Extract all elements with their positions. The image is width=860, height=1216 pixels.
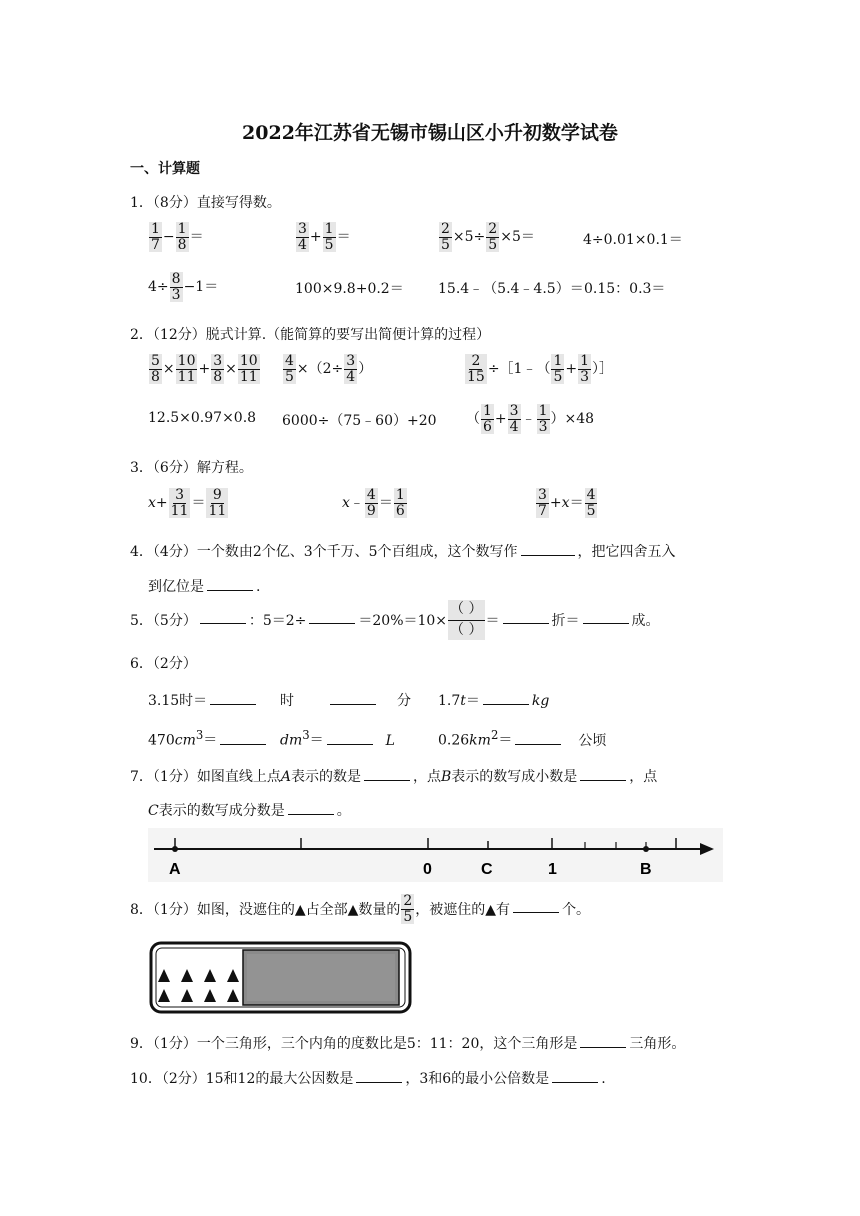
fraction: $\frac{1}{5}$ bbox=[324, 221, 334, 253]
section-heading: 一、计算题 bbox=[130, 161, 200, 177]
q1-item-b: $\frac{3}{4}$ + $\frac{1}{5}$ ＝ bbox=[298, 221, 351, 253]
answer-blank[interactable] bbox=[521, 543, 575, 556]
question-6-heading: 6．（2分） bbox=[130, 656, 197, 672]
q3-equation-a: x+ $\frac{3}{11}$ ＝ $\frac{9}{11}$ bbox=[148, 487, 227, 519]
label-one: 1 bbox=[548, 861, 557, 878]
q1-item-h: 0.15：0.3＝ bbox=[584, 281, 666, 297]
q1-item-c: $\frac{2}{5}$ ×5÷ $\frac{2}{5}$ ×5＝ bbox=[441, 221, 535, 253]
question-4-line-1: 4．（4分）一个数由2个亿、3个千万、5个百组成，这个数写作 ，把它四舍五入 bbox=[130, 544, 676, 560]
question-1-heading: 1．（8分）直接写得数。 bbox=[130, 195, 281, 211]
q6-row-1c: 分 bbox=[327, 690, 411, 710]
covering-panel-inner bbox=[247, 954, 395, 1001]
q1-item-a: $\frac{1}{7}$ − $\frac{1}{8}$ ＝ bbox=[151, 221, 204, 253]
question-10: 10．（2分）15和12的最大公因数是 ，3和6的最小公倍数是 . bbox=[130, 1071, 606, 1087]
q6-unit-hour: 时 bbox=[280, 693, 294, 709]
q2-item-b: $\frac{4}{5}$ ×（2÷ $\frac{3}{4}$ ） bbox=[285, 353, 373, 385]
question-2-heading: 2．（12分）脱式计算.（能简算的要写出简便计算的过程） bbox=[130, 327, 491, 343]
q2-item-c: $\frac{2}{15}$ ÷［1﹣（ $\frac{1}{5}$ + $\frac{1}{3}$ ）］ bbox=[467, 353, 614, 385]
fraction: $\frac{2}{5}$ bbox=[441, 221, 450, 253]
q6-row-2a: $470cm^3=$ bbox=[148, 728, 269, 750]
q6-row-1d: 1.7t＝ kg bbox=[438, 693, 550, 709]
label-a: A bbox=[169, 861, 181, 878]
question-3-heading: 3．（6分）解方程。 bbox=[130, 460, 253, 476]
answer-blank[interactable] bbox=[309, 611, 355, 624]
question-7-line-1: 7．（1分）如图直线上点A表示的数是 ，点B表示的数写成小数是 ，点 bbox=[130, 769, 658, 785]
answer-blank[interactable] bbox=[210, 692, 256, 705]
answer-blank[interactable] bbox=[483, 692, 529, 705]
answer-blank[interactable] bbox=[515, 732, 561, 745]
fraction: $\frac{2}{5}$ bbox=[488, 221, 498, 253]
question-5: 5．（5分） ：5＝2÷ ＝20%＝10× $\frac{( )}{( )}$ ＝ 折＝ 成。 bbox=[130, 600, 660, 640]
fraction: $\frac{3}{4}$ bbox=[298, 221, 307, 253]
answer-blank[interactable] bbox=[580, 768, 626, 781]
answer-blank[interactable] bbox=[503, 611, 549, 624]
answer-blank[interactable] bbox=[364, 768, 410, 781]
fraction: $\frac{8}{3}$ bbox=[171, 271, 181, 303]
q1-item-f: 100×9.8+0.2＝ bbox=[295, 281, 404, 297]
answer-blank[interactable] bbox=[513, 900, 559, 913]
q3-equation-c: $\frac{3}{7}$ +x＝ $\frac{4}{5}$ bbox=[538, 487, 596, 519]
page-title: 2022年江苏省无锡市锡山区小升初数学试卷 bbox=[242, 122, 618, 144]
question-8: 8．（1分）如图，没遮住的▲占全部▲数量的 $\frac{2}{5}$ ，被遮住的▲有 个。 bbox=[130, 893, 591, 925]
figure-background bbox=[148, 828, 723, 882]
point-b-dot bbox=[643, 846, 649, 852]
label-b: B bbox=[640, 861, 652, 878]
answer-blank[interactable] bbox=[356, 1070, 402, 1083]
label-zero: 0 bbox=[423, 861, 432, 878]
q3-equation-b: x﹣ $\frac{4}{9}$ ＝ $\frac{1}{6}$ bbox=[342, 487, 405, 519]
q6-row-2d: $0.26km^2=$ 公顷 bbox=[438, 728, 607, 749]
answer-blank[interactable] bbox=[552, 1070, 598, 1083]
q1-item-d: 4÷0.01×0.1＝ bbox=[583, 232, 683, 248]
label-c: C bbox=[481, 861, 493, 878]
answer-blank[interactable] bbox=[288, 802, 334, 815]
q2-item-d: 12.5×0.97×0.8 bbox=[148, 410, 257, 426]
answer-blank[interactable] bbox=[220, 732, 266, 745]
fraction: $\frac{1}{8}$ bbox=[177, 221, 187, 253]
q2-item-e: 6000÷（75﹣60）+20 bbox=[282, 413, 437, 429]
answer-blank[interactable] bbox=[583, 611, 629, 624]
fraction: $\frac{1}{7}$ bbox=[151, 221, 160, 253]
question-9: 9．（1分）一个三角形，三个内角的度数比是5：11：20，这个三角形是 三角形。 bbox=[130, 1036, 686, 1052]
q2-item-a: $\frac{5}{8}$ × $\frac{10}{11}$ + $\frac{3}{8}$ × $\frac{10}{11}$ bbox=[151, 353, 258, 385]
question-7-line-2: C表示的数写成分数是 。 bbox=[148, 803, 351, 819]
point-a-dot bbox=[172, 846, 178, 852]
answer-blank[interactable] bbox=[327, 732, 373, 745]
q2-item-f: （ $\frac{1}{6}$ + $\frac{3}{4}$ ﹣ $\frac{1}{3}$ ）×48 bbox=[466, 403, 595, 435]
answer-blank[interactable] bbox=[200, 611, 246, 624]
answer-blank[interactable] bbox=[207, 578, 253, 591]
fraction-blank[interactable]: $\frac{( )}{( )}$ bbox=[448, 600, 484, 640]
triangle-box-figure bbox=[148, 940, 414, 1016]
question-4-line-2: 到亿位是 . bbox=[148, 579, 261, 595]
number-line-figure bbox=[148, 828, 723, 882]
q6-row-2b: $dm^3= L$ bbox=[280, 728, 395, 749]
q1-item-e: 4÷ $\frac{8}{3}$ −1＝ bbox=[148, 271, 219, 303]
answer-blank[interactable] bbox=[330, 692, 376, 705]
q1-item-g: 15.4﹣（5.4﹣4.5）＝ bbox=[438, 281, 584, 297]
answer-blank[interactable] bbox=[580, 1035, 626, 1048]
q6-row-1a: 3.15时＝ bbox=[148, 690, 259, 710]
